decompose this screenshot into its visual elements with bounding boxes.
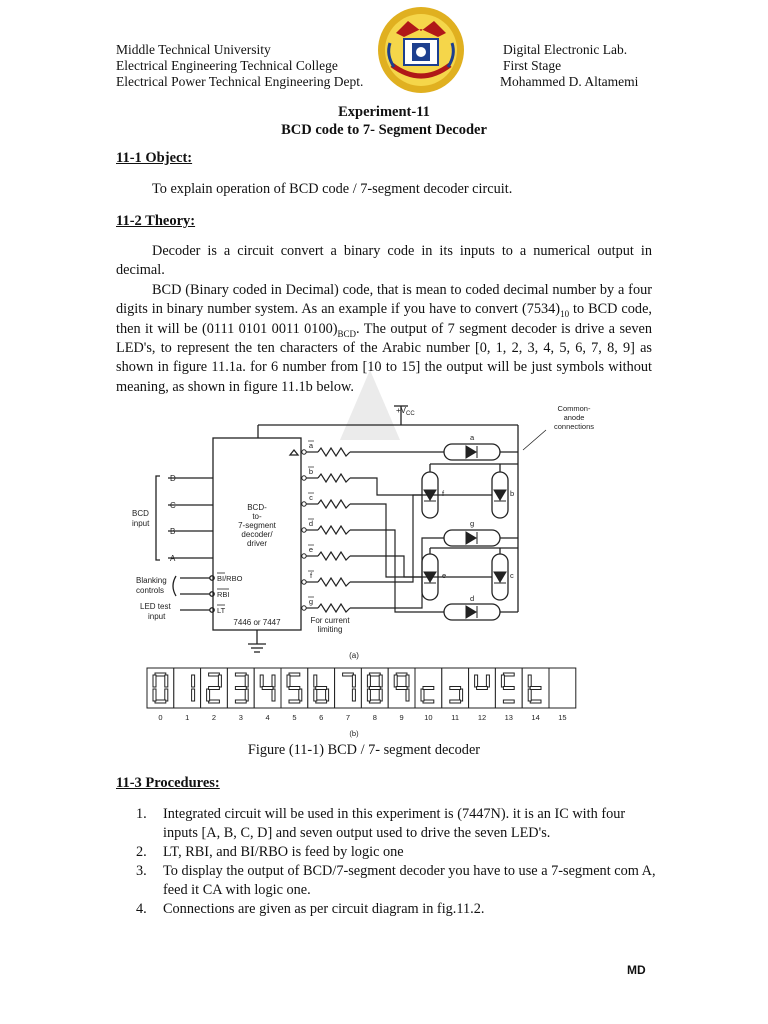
segment-a	[369, 673, 380, 676]
university-seal-icon	[376, 3, 466, 95]
segment-a	[235, 673, 246, 676]
segment-g	[396, 687, 407, 690]
pin-bi-rbo: BI/RBO	[217, 574, 243, 583]
segment-d	[369, 700, 380, 703]
segment-c	[379, 689, 382, 701]
output-label-f: f	[309, 571, 313, 580]
chip-label-3: 7-segment	[238, 521, 276, 530]
segment-c	[245, 689, 248, 701]
procedure-text: LT, RBI, and BI/RBO is feed by logic one	[163, 844, 404, 860]
digit-label: 2	[211, 713, 217, 722]
segment-g	[530, 687, 541, 690]
digit-number-labels	[158, 713, 566, 722]
common-anode-label-3: connections	[553, 422, 595, 431]
digit-cell-2	[201, 668, 228, 708]
digit-label: 4	[265, 713, 270, 722]
experiment-number: Experiment-11	[338, 104, 430, 120]
figure-a-label: (a)	[349, 651, 359, 660]
digit-cell-7	[335, 668, 362, 708]
segment-b	[406, 675, 409, 687]
segment-d	[423, 700, 434, 703]
segment-g	[262, 687, 273, 690]
segment-c	[460, 689, 463, 701]
resistor-icon	[318, 604, 350, 612]
digit-label: 15	[558, 713, 567, 722]
segment-d	[530, 700, 541, 703]
header-right	[500, 42, 638, 90]
output-label-g: g	[308, 597, 314, 606]
digit-cell-0	[147, 668, 174, 708]
procedure-number: 2.	[136, 844, 147, 860]
digit-cell-6	[308, 668, 335, 708]
common-anode-label-1: Common-	[557, 404, 591, 413]
led-test-label-1: LED test	[140, 602, 171, 611]
segment-e	[367, 689, 370, 701]
segment-a	[503, 673, 514, 676]
procedure-text: To display the output of BCD/7-segment decoder you have to use a 7-segment com A, feed it CA with logic one.	[163, 863, 656, 898]
resistor-icon	[318, 448, 350, 456]
output-lines	[302, 441, 492, 612]
segment-b	[218, 675, 221, 687]
segment-e	[153, 689, 156, 701]
segment-g	[209, 687, 220, 690]
segment-b	[272, 675, 275, 687]
footer-initials: MD	[627, 963, 646, 977]
segment-e	[421, 689, 424, 701]
segment-d	[503, 700, 514, 703]
digit-label: 11	[451, 713, 460, 722]
procedure-item	[136, 805, 656, 843]
digit-cell-9	[388, 668, 415, 708]
digit-label: 6	[319, 713, 324, 722]
segment-c	[165, 689, 168, 701]
segment-a	[209, 673, 220, 676]
procedures-heading: 11-3 Procedures:	[116, 775, 220, 791]
theory-p2-part-c: . The output of 7 segment decoder is drive a seven LED's, to represent the ten characters of the Arabic number [0, 1, 2, 3, 4, 5, 6, 7, 8, 9] as shown in figure 11.1a. for 6 number from [10 to 15] the output will be just symbols without meaning, as shown in figure 11.1b below.	[116, 320, 652, 395]
segment-a	[289, 673, 300, 676]
procedure-text: Integrated circuit will be used in this experiment is (7447N). it is an IC with four inputs [A, B, C, D] and seven output used to drive the seven LED's.	[163, 806, 626, 841]
pin-lt: LT	[217, 606, 226, 615]
segment-g	[316, 687, 327, 690]
segment-d	[209, 700, 220, 703]
object-text: To explain operation of BCD code / 7-segment decoder circuit.	[152, 181, 513, 197]
digit-label: 14	[531, 713, 540, 722]
digit-cell-11	[442, 668, 469, 708]
subscript-10: 10	[560, 309, 570, 320]
blanking-label-1: Blanking	[136, 576, 167, 585]
segment-c	[406, 689, 409, 701]
input-label-b: B	[170, 527, 176, 536]
digit-label: 1	[185, 713, 190, 722]
digit-label: 9	[399, 713, 404, 722]
object-heading: 11-1 Object:	[116, 150, 193, 166]
procedure-item	[136, 843, 656, 862]
resistor-icon	[318, 474, 350, 482]
segment-g	[450, 687, 461, 690]
resistor-icon	[318, 578, 350, 586]
output-pin-b	[302, 467, 492, 495]
output-label-c: c	[309, 493, 313, 502]
input-label-c: C	[170, 501, 176, 510]
segment-d	[316, 700, 327, 703]
chip-label-2: to-	[252, 512, 262, 521]
chip-label-4: decoder/	[241, 530, 273, 539]
current-limiting-label-2: limiting	[317, 625, 343, 634]
digit-label: 12	[477, 713, 487, 722]
digit-cell-12	[469, 668, 496, 708]
digit-cell-10	[415, 668, 442, 708]
digit-label: 13	[504, 713, 513, 722]
digit-cell-14	[522, 668, 549, 708]
theory-heading: 11-2 Theory:	[116, 213, 196, 229]
procedure-item	[136, 862, 656, 900]
segment-a	[343, 673, 354, 676]
procedure-list	[136, 805, 656, 919]
segment-b	[192, 675, 195, 687]
department-name: Electrical Power Technical Engineering Dept.	[116, 74, 364, 89]
segment-label-a: a	[470, 433, 475, 442]
digit-cells	[147, 668, 576, 708]
digit-cell-4	[254, 668, 281, 708]
header-left	[116, 42, 363, 90]
segment-label-b: b	[510, 489, 515, 498]
theory-paragraph-1: Decoder is a circuit convert a binary code in its inputs to a numerical output in decimal.	[116, 243, 652, 279]
segment-f	[394, 675, 397, 687]
procedure-number: 4.	[136, 901, 147, 917]
bcd-input-label-1: BCD	[132, 509, 149, 518]
procedure-item	[136, 900, 656, 919]
output-label-e: e	[308, 545, 314, 554]
bcd-input-label-2: input	[132, 519, 150, 528]
output-pin-e	[302, 545, 422, 577]
figure-b-label: (b)	[349, 729, 359, 738]
segment-e	[528, 689, 531, 701]
segment-a	[396, 673, 407, 676]
input-label-d: D	[170, 474, 176, 483]
segment-label-f: f	[442, 489, 445, 498]
digit-cell-1	[174, 668, 201, 708]
segment-g	[289, 687, 300, 690]
segment-g	[423, 687, 434, 690]
theory-p2-part-a: BCD (Binary coded in Decimal) code, that is mean to coded decimal number by a four digits in binary number system. As an example if you have to convert (7534)	[116, 281, 652, 318]
author-name: Mohammed D. Altamemi	[500, 74, 639, 89]
digit-cell-5	[281, 668, 308, 708]
segment-c	[192, 689, 195, 701]
segment-g	[503, 687, 514, 690]
segment-a	[155, 673, 166, 676]
digit-label: 0	[158, 713, 163, 722]
theory-p2-part-b: to BCD code, then it will be (0111 0101 0011 0100)	[116, 301, 652, 337]
segment-d	[289, 700, 300, 703]
subscript-bcd: BCD	[337, 328, 357, 339]
object-text-block	[116, 180, 652, 199]
segment-b	[486, 675, 489, 687]
segment-b	[379, 675, 382, 687]
procedure-number: 3.	[136, 863, 147, 879]
digit-cell-3	[227, 668, 254, 708]
segment-f	[260, 675, 263, 687]
output-label-a: a	[308, 441, 314, 450]
segment-label-g: g	[470, 519, 475, 528]
lab-name: Digital Electronic Lab.	[503, 42, 628, 57]
segment-d	[235, 700, 246, 703]
chip-label-1: BCD-	[247, 503, 267, 512]
segment-f	[153, 675, 156, 687]
segment-b	[352, 675, 355, 687]
college-name: Electrical Engineering Technical College	[116, 58, 338, 73]
blanking-label-2: controls	[136, 586, 165, 595]
segment-f	[287, 675, 290, 687]
segment-g	[369, 687, 380, 690]
chip-part-number: 7446 or 7447	[233, 618, 281, 627]
stage-name: First Stage	[503, 58, 562, 73]
output-label-d: d	[308, 519, 314, 528]
decoder-circuit-diagram	[118, 398, 608, 660]
segment-c	[326, 689, 329, 701]
output-pin-c	[302, 493, 492, 577]
procedure-number: 1.	[136, 806, 147, 822]
output-pin-a	[302, 441, 444, 456]
digit-cell-13	[495, 668, 522, 708]
digit-label: 3	[238, 713, 243, 722]
segment-label-d: d	[470, 594, 475, 603]
digit-label: 7	[345, 713, 351, 722]
output-label-b: b	[308, 467, 314, 476]
segment-f	[528, 675, 531, 687]
segment-label-e: e	[442, 571, 447, 580]
chip-label-5: driver	[246, 539, 268, 548]
segment-e	[314, 689, 317, 701]
segment-g	[477, 687, 488, 690]
digit-label: 10	[424, 713, 433, 722]
segment-c	[299, 689, 302, 701]
university-name: Middle Technical University	[116, 42, 271, 57]
seven-segment-strip	[144, 664, 590, 742]
input-label-a: A	[170, 554, 176, 563]
figure-caption: Figure (11-1) BCD / 7- segment decoder	[247, 742, 481, 758]
current-limiting-label-1: For current	[310, 616, 350, 625]
segment-b	[245, 675, 248, 687]
segment-g	[235, 687, 246, 690]
led-test-label-2: input	[148, 612, 166, 621]
digit-cell-8	[361, 668, 388, 708]
procedure-text: Connections are given as per circuit diagram in fig.11.2.	[163, 901, 485, 917]
digit-label: 8	[372, 713, 377, 722]
vcc-label: $+V_{CC}$	[396, 406, 415, 417]
segment-c	[352, 689, 355, 701]
segment-e	[207, 689, 210, 701]
segment-b	[165, 675, 168, 687]
resistor-icon	[318, 526, 350, 534]
experiment-title: BCD code to 7- Segment Decoder	[281, 122, 487, 138]
segment-f	[501, 675, 504, 687]
resistor-icon	[318, 500, 350, 508]
segment-d	[155, 700, 166, 703]
segment-f	[475, 675, 478, 687]
segment-d	[450, 700, 461, 703]
common-anode-label-2: anode	[563, 413, 585, 422]
digit-label: 5	[292, 713, 297, 722]
output-pin-d	[302, 519, 447, 612]
pin-rbi: RBI	[217, 590, 230, 599]
segment-c	[272, 689, 275, 701]
segment-f	[314, 675, 317, 687]
segment-f	[367, 675, 370, 687]
output-pin-g	[302, 538, 447, 612]
resistor-icon	[318, 552, 350, 560]
segment-label-c: c	[510, 571, 514, 580]
digit-cell-15	[549, 668, 576, 708]
